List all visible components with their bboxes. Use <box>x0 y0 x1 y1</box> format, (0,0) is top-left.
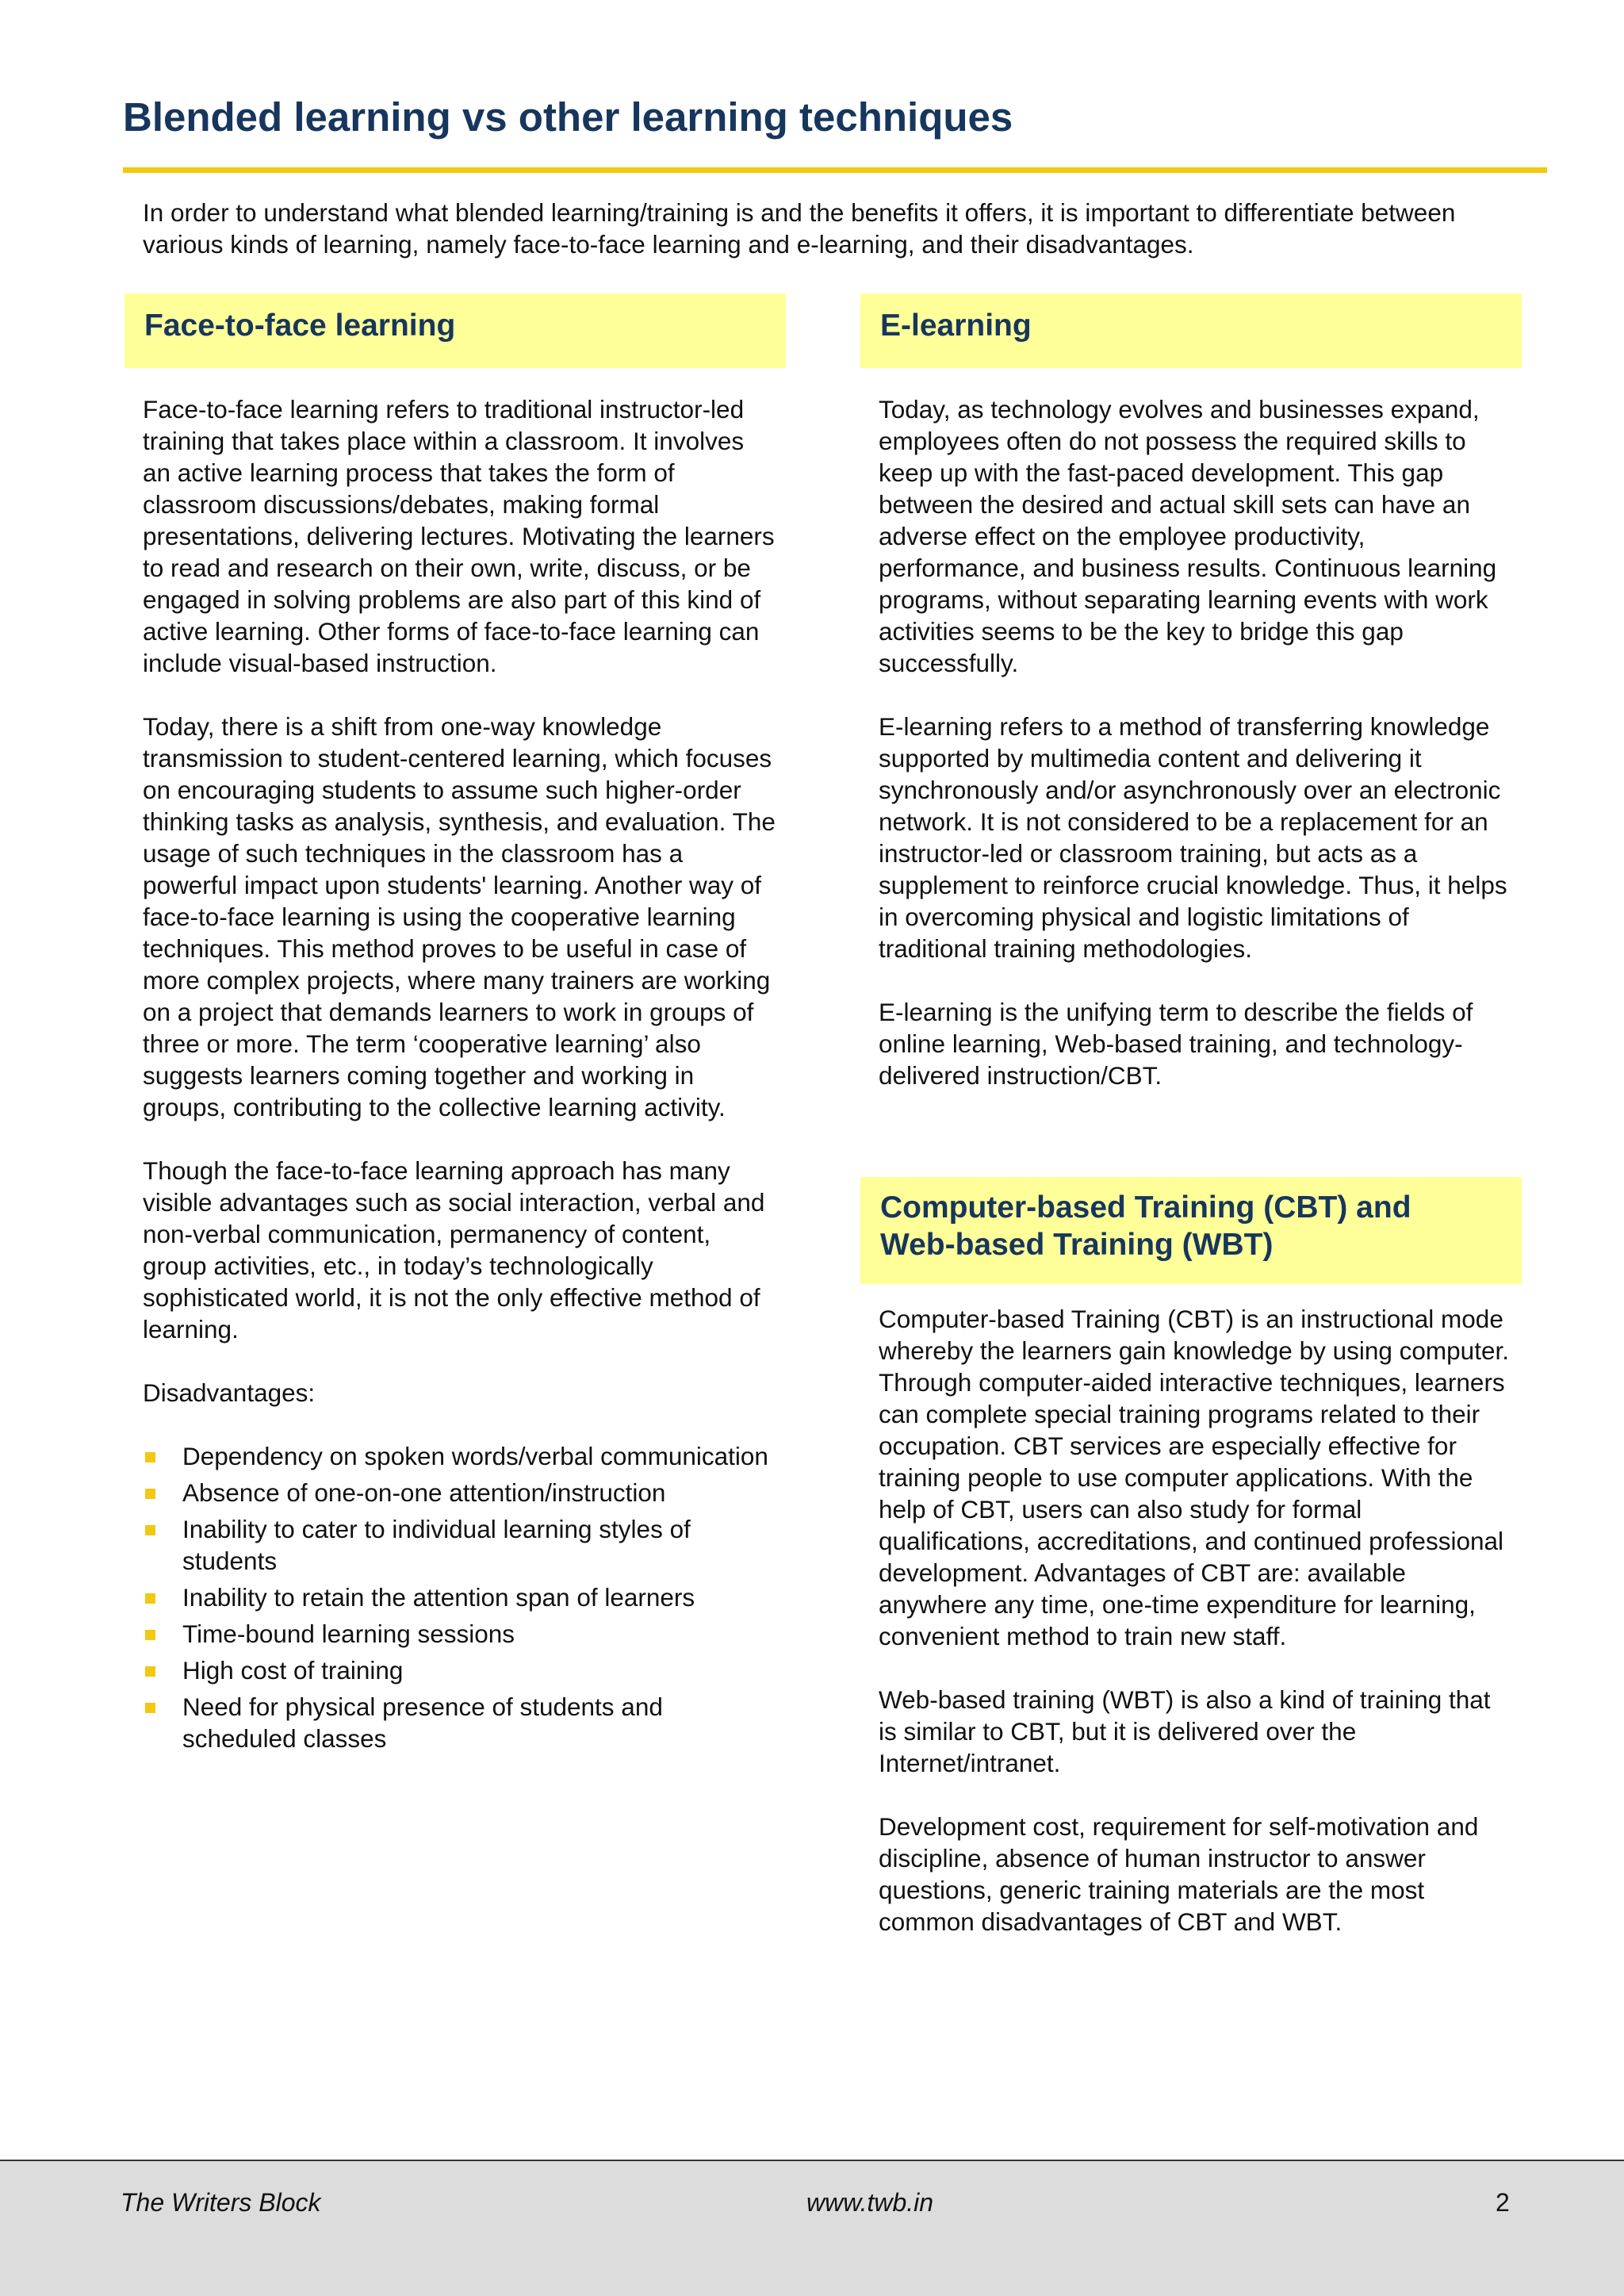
face-to-face-header <box>124 293 786 368</box>
cbt-wbt-column <box>879 1303 1513 1938</box>
footer-url: www.twb.in <box>806 2188 934 2217</box>
bullet-square-icon <box>145 1593 155 1604</box>
list-item <box>143 1513 777 1577</box>
disadvantages-label: Disadvantages: <box>143 1378 316 1407</box>
face-to-face-heading: Face-to-face learning <box>144 309 456 343</box>
cbt-wbt-heading: Computer-based Training (CBT) and Web-based Training (WBT) <box>880 1190 1411 1262</box>
bullet-square-icon <box>145 1452 155 1462</box>
list-item-text: Absence of one-on-one attention/instruction <box>182 1478 666 1507</box>
footer-company: The Writers Block <box>121 2188 321 2217</box>
disadvantages-list <box>143 1440 777 1754</box>
intro-paragraph: In order to understand what blended learning/training is and the benefits it offers, it is important to differentiate between various kinds of learning, namely face-to-face learning and e-learning, and their disadvantages. <box>143 198 1456 259</box>
list-item-text: Need for physical presence of students and scheduled classes <box>182 1692 663 1753</box>
cbt-wbt-paragraph-1: Computer-based Training (CBT) is an instructional mode whereby the learners gain knowledge by using computer. Through computer-aided interactive techniques, learners can complete special training programs related to their occupation. CBT services are especially effective for training people to use computer applications. With the help of CBT, users can also study for formal qualifications, accreditations, and continued professional development. Advantages of CBT are: available anywhere any time, one-time expenditure for learning, convenient method to train new staff. <box>879 1305 1509 1650</box>
cbt-wbt-header <box>860 1177 1522 1284</box>
page-number: 2 <box>1496 2188 1510 2217</box>
face-to-face-column <box>143 393 777 1759</box>
face-to-face-paragraph-1: Face-to-face learning refers to traditional instructor-led training that takes place within a classroom. It involves an active learning process that takes the form of classroom discussions/debates, making formal presentations, delivering lectures. Motivating the learners to read and research on their own, write, discuss, or be engaged in solving problems are also part of this kind of active learning. Other forms of face-to-face learning can include visual-based instruction. <box>143 395 775 677</box>
page-footer <box>0 2160 1624 2296</box>
page-title: Blended learning vs other learning techniques <box>123 94 1013 140</box>
bullet-square-icon <box>145 1525 155 1535</box>
list-item-text: High cost of training <box>182 1656 404 1685</box>
list-item-text: Dependency on spoken words/verbal communication <box>182 1442 768 1470</box>
list-item-text: Inability to cater to individual learning styles of students <box>182 1515 691 1575</box>
e-learning-paragraph-1: Today, as technology evolves and businesses expand, employees often do not possess the required skills to keep up with the fast-paced development. This gap between the desired and actual skill sets can have an adverse effect on the employee productivity, performance, and business results. Continuous learning programs, without separating learning events with work activities seems to be the key to bridge this gap successfully. <box>879 395 1497 677</box>
title-divider <box>123 167 1547 173</box>
cbt-wbt-paragraph-3: Development cost, requirement for self-motivation and discipline, absence of human instructor to answer questions, generic training materials are the most common disadvantages of CBT and WBT. <box>879 1812 1479 1936</box>
list-item <box>143 1581 777 1613</box>
e-learning-column <box>879 393 1513 1091</box>
face-to-face-paragraph-3: Though the face-to-face learning approach has many visible advantages such as social interaction, verbal and non-verbal communication, permanency of content, group activities, etc., in today’s technologically sophisticated world, it is not the only effective method of learning. <box>143 1156 765 1343</box>
list-item <box>143 1654 777 1686</box>
list-item-text: Time-bound learning sessions <box>182 1619 515 1648</box>
list-item <box>143 1618 777 1650</box>
list-item <box>143 1477 777 1508</box>
e-learning-heading: E-learning <box>880 309 1032 343</box>
e-learning-paragraph-3: E-learning is the unifying term to describe the fields of online learning, Web-based training, and technology-delivered instruction/CBT. <box>879 998 1473 1090</box>
bullet-square-icon <box>145 1489 155 1499</box>
bullet-square-icon <box>145 1666 155 1677</box>
list-item <box>143 1691 777 1754</box>
cbt-wbt-paragraph-2: Web-based training (WBT) is also a kind of training that is similar to CBT, but it is delivered over the Internet/intranet. <box>879 1685 1491 1777</box>
e-learning-header <box>860 293 1522 368</box>
bullet-square-icon <box>145 1630 155 1640</box>
e-learning-paragraph-2: E-learning refers to a method of transferring knowledge supported by multimedia content and delivering it synchronously and/or asynchronously over an electronic network. It is not considered to be a replacement for an instructor-led or classroom training, but acts as a supplement to reinforce crucial knowledge. Thus, it helps in overcoming physical and logistic limitations of traditional training methodologies. <box>879 712 1507 963</box>
bullet-square-icon <box>145 1703 155 1713</box>
face-to-face-paragraph-2: Today, there is a shift from one-way knowledge transmission to student-centered learning, which focuses on encouraging students to assume such higher-order thinking tasks as analysis, synthesis, and evaluation. The usage of such techniques in the classroom has a powerful impact upon students' learning. Another way of face-to-face learning is using the cooperative learning techniques. This method proves to be useful in case of more complex projects, where many trainers are working on a project that demands learners to work in groups of three or more. The term ‘cooperative learning’ also suggests learners coming together and working in groups, contributing to the collective learning activity. <box>143 712 776 1121</box>
list-item <box>143 1440 777 1472</box>
list-item-text: Inability to retain the attention span of learners <box>182 1583 695 1612</box>
